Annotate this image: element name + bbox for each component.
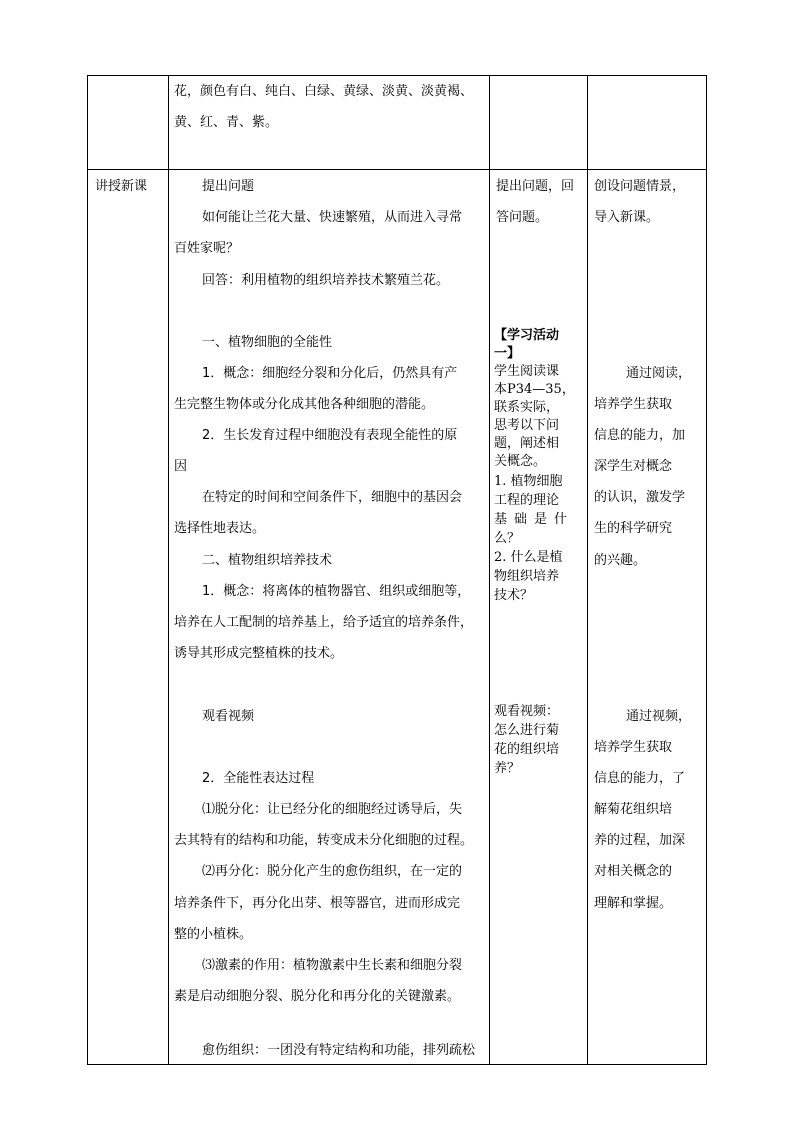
text-line: 百姓家呢？ bbox=[174, 241, 240, 256]
text-line: 本P34—35， bbox=[494, 382, 575, 397]
text-line: 诱导其形成完整植株的技术。 bbox=[174, 646, 344, 661]
table-top-border bbox=[87, 75, 707, 76]
text-line: 因 bbox=[174, 459, 188, 474]
text-line: 花的组织培 bbox=[494, 742, 560, 757]
text-line: 1．概念：将离体的植物器官、组织或细胞等， bbox=[202, 584, 471, 599]
text-line: 技术？ bbox=[494, 588, 534, 603]
text-line: 提出问题，回 bbox=[496, 179, 575, 194]
text-line: 解菊花组织培 bbox=[594, 802, 673, 817]
row-divider bbox=[87, 169, 707, 170]
text-line: 怎么进行菊 bbox=[494, 723, 560, 738]
text-line: 整的小植株。 bbox=[174, 927, 253, 942]
text-line: 培养在人工配制的培养基上，给予适宜的培养条件， bbox=[174, 615, 474, 630]
text-line: 信息的能力，加 bbox=[594, 428, 686, 443]
text-line: 生的科学研究 bbox=[594, 521, 673, 536]
text-line: 黄、红、青、紫。 bbox=[174, 115, 279, 130]
text-line: 观看视频： bbox=[494, 704, 560, 719]
text-line: 理解和掌握。 bbox=[594, 896, 673, 911]
text-line: 养？ bbox=[494, 761, 521, 776]
text-line: 的认识，激发学 bbox=[594, 490, 686, 505]
activity-title: 【学习活动 bbox=[494, 328, 560, 343]
text-line: 养的过程，加深 bbox=[594, 833, 686, 848]
text-line: 培养学生获取 bbox=[594, 397, 673, 412]
section-heading: 一、植物细胞的全能性 bbox=[202, 335, 333, 350]
section-label: 讲授新课 bbox=[95, 179, 148, 194]
text-line: 愈伤组织：一团没有特定结构和功能，排列疏松 bbox=[202, 1043, 476, 1058]
column-divider-2 bbox=[489, 75, 490, 1065]
text-line: 生完整生物体或分化成其他各种细胞的潜能。 bbox=[174, 397, 435, 412]
text-line: 2．生长发育过程中细胞没有表现全能性的原 bbox=[202, 428, 458, 443]
text-line: 去其特有的结构和功能，转变成未分化细胞的过程。 bbox=[174, 833, 474, 848]
text-line: 创设问题情景， bbox=[594, 179, 686, 194]
text-line: 关概念。 bbox=[494, 454, 547, 469]
text-line: 培养条件下，再分化出芽、根等器官，进而形成完 bbox=[174, 896, 461, 911]
text-line: 1. 植物细胞 bbox=[494, 474, 563, 489]
text-line: 物组织培养 bbox=[494, 569, 560, 584]
text-line: 答问题。 bbox=[496, 210, 549, 225]
text-line: 题，阐述相 bbox=[494, 436, 560, 451]
text-line: 对相关概念的 bbox=[594, 864, 673, 879]
text-line: 通过视频， bbox=[626, 709, 692, 724]
text-line: 信息的能力，了 bbox=[594, 771, 686, 786]
text-line: ⑵再分化：脱分化产生的愈伤组织，在一定的 bbox=[202, 864, 463, 879]
text-line: 素是启动细胞分裂、脱分化和再分化的关键激素。 bbox=[174, 989, 461, 1004]
text-line: 工程的理论 bbox=[494, 493, 560, 508]
text-line: 提出问题 bbox=[202, 179, 255, 194]
text-line: 深学生对概念 bbox=[594, 459, 673, 474]
activity-title: 一】 bbox=[494, 346, 521, 361]
text-line: 选择性地表达。 bbox=[174, 521, 266, 536]
text-line: 通过阅读， bbox=[626, 366, 692, 381]
table-left-border bbox=[87, 75, 88, 1065]
text-line: 联系实际， bbox=[494, 400, 560, 415]
text-line: 思考以下问 bbox=[494, 418, 560, 433]
text-line: 花，颜色有白、纯白、白绿、黄绿、淡黄、淡黄褐、 bbox=[174, 84, 474, 99]
text-line: 1．概念：细胞经分裂和分化后，仍然具有产 bbox=[202, 366, 458, 381]
text-line: 在特定的时间和空间条件下，细胞中的基因会 bbox=[202, 490, 463, 505]
column-divider-3 bbox=[587, 75, 588, 1065]
column-divider-1 bbox=[168, 75, 169, 1065]
text-line: 导入新课。 bbox=[594, 210, 660, 225]
text-line: 么？ bbox=[494, 531, 521, 546]
table-bottom-border bbox=[87, 1064, 707, 1065]
text-line: 基础是什 bbox=[494, 512, 575, 527]
text-line: 2．全能性表达过程 bbox=[202, 771, 315, 786]
text-line: 回答：利用植物的组织培养技术繁殖兰花。 bbox=[202, 273, 450, 288]
text-line: 学生阅读课 bbox=[494, 364, 560, 379]
text-line: 培养学生获取 bbox=[594, 740, 673, 755]
table-right-border bbox=[706, 75, 707, 1065]
text-line: 如何能让兰花大量、快速繁殖，从而进入寻常 bbox=[202, 210, 463, 225]
text-line: ⑴脱分化：让已经分化的细胞经过诱导后，失 bbox=[202, 802, 463, 817]
text-line: 的兴趣。 bbox=[594, 553, 647, 568]
text-line: ⑶激素的作用：植物激素中生长素和细胞分裂 bbox=[202, 958, 463, 973]
text-line: 2. 什么是植 bbox=[494, 550, 563, 565]
text-line: 观看视频 bbox=[202, 709, 255, 724]
section-heading: 二、植物组织培养技术 bbox=[202, 553, 333, 568]
